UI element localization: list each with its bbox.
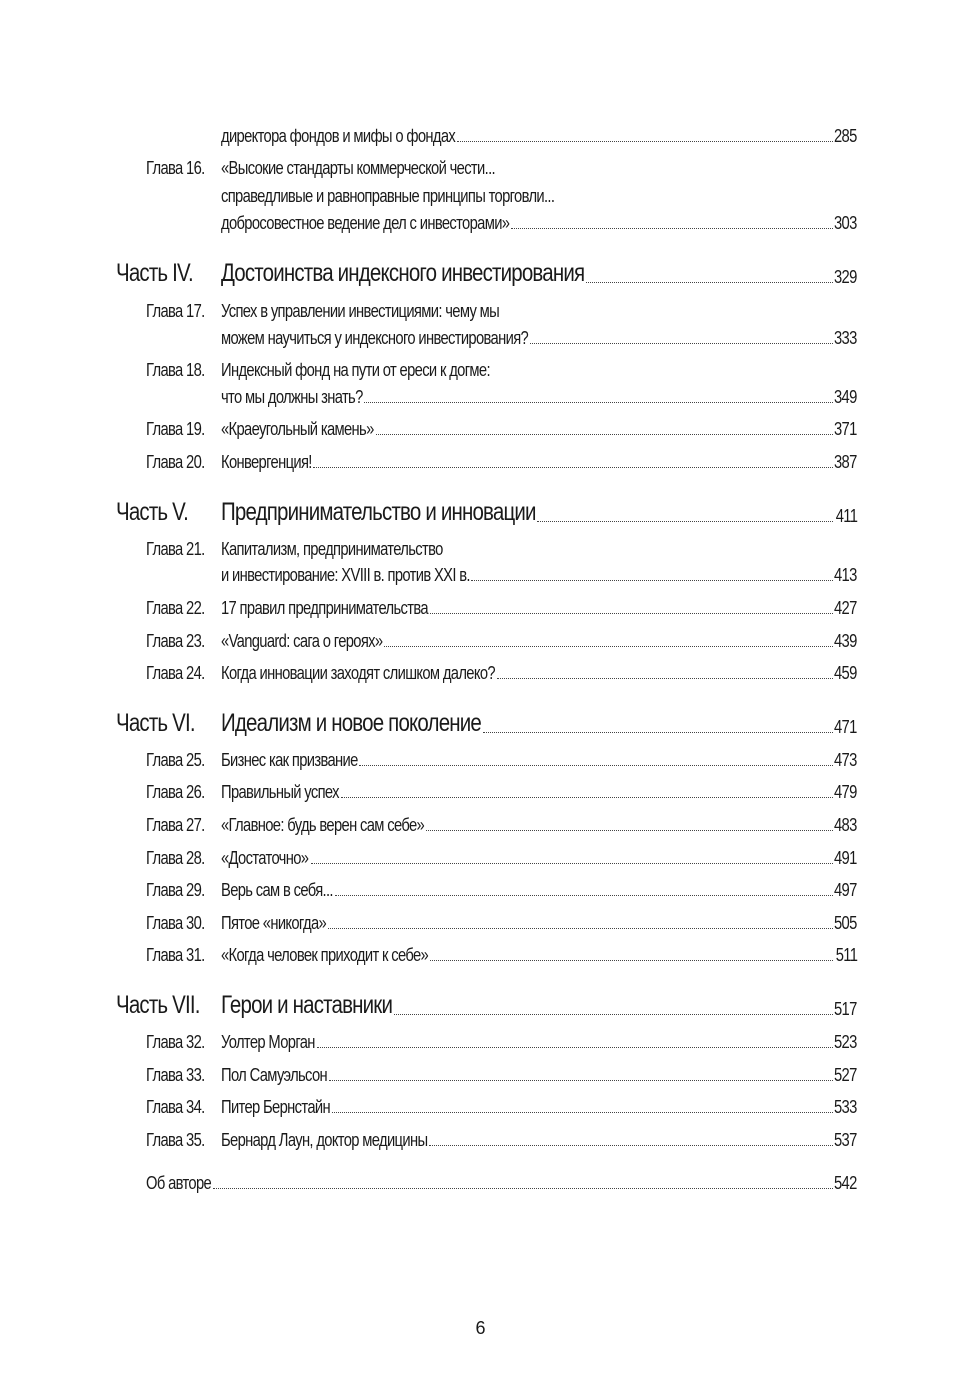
entry-title-line: «Краеугольный камень»	[221, 419, 374, 439]
dot-leader	[483, 731, 833, 733]
entry-title-line: Капитализм, предпринимательство	[221, 539, 443, 559]
page-ref: 483	[834, 815, 857, 835]
dot-leader	[313, 466, 832, 468]
page-ref: 349	[834, 387, 857, 407]
entry-title-line: что мы должны знать?	[221, 387, 363, 407]
page-ref: 371	[834, 419, 857, 439]
entry-title-line: Пятое «никогда»	[221, 913, 327, 933]
chapter-label: Глава 21.	[146, 539, 205, 559]
page-ref: 471	[834, 717, 857, 737]
entry-title-line: Индексный фонд на пути от ереси к догме:	[221, 360, 490, 380]
dot-leader	[364, 401, 832, 403]
page-ref: 542	[834, 1173, 857, 1193]
dot-leader	[426, 829, 833, 831]
chapter-label: Глава 24.	[146, 663, 205, 683]
entry-title-line: Бизнес как призвание	[221, 750, 358, 770]
page-ref: 439	[834, 631, 857, 651]
page-ref: 427	[834, 598, 857, 618]
entry-title-line: Уолтер Морган	[221, 1032, 315, 1052]
chapter-label: Глава 28.	[146, 848, 205, 868]
page-ref: 479	[834, 782, 857, 802]
entry-title-line: «Когда человек приходит к себе»	[221, 945, 429, 965]
dot-leader	[335, 894, 832, 896]
dot-leader	[430, 959, 833, 961]
part-label: Часть V.	[116, 498, 189, 526]
dot-leader	[430, 612, 832, 614]
chapter-label: Глава 27.	[146, 815, 205, 835]
chapter-label: Глава 20.	[146, 452, 205, 472]
page-ref: 329	[834, 267, 857, 287]
toc-entry-continuation	[0, 123, 961, 147]
part-title: Предпринимательство и инновации	[221, 498, 536, 526]
chapter-label: Глава 35.	[146, 1130, 205, 1150]
part-heading	[0, 708, 961, 738]
chapter-label: Глава 30.	[146, 913, 205, 933]
dot-leader	[429, 1144, 833, 1146]
entry-title: Об авторе	[146, 1173, 212, 1193]
page-ref: 511	[835, 945, 857, 965]
dot-leader	[530, 342, 833, 344]
entry-title-line: Верь сам в себя...	[221, 880, 333, 900]
dot-leader	[317, 1046, 833, 1048]
chapter-label: Глава 29.	[146, 880, 205, 900]
page-ref: 491	[834, 848, 857, 868]
entry-title-line: Бернард Лаун, доктор медицины	[221, 1130, 428, 1150]
part-heading	[0, 258, 961, 288]
page-ref: 505	[834, 913, 857, 933]
entry-title-line: можем научиться у индексного инвестирования?	[221, 328, 529, 348]
dot-leader	[359, 764, 832, 766]
page-ref: 473	[834, 750, 857, 770]
entry-title-line: Правильный успех	[221, 782, 339, 802]
entry-title-line: Пол Самуэльсон	[221, 1065, 328, 1085]
part-title: Герои и наставники	[221, 991, 393, 1019]
part-heading	[0, 990, 961, 1020]
chapter-label: Глава 34.	[146, 1097, 205, 1117]
chapter-label: Глава 16.	[146, 158, 205, 178]
chapter-label: Глава 19.	[146, 419, 205, 439]
page-ref: 387	[834, 452, 857, 472]
dot-leader	[537, 520, 833, 522]
page-ref: 497	[834, 880, 857, 900]
page-ref: 523	[834, 1032, 857, 1052]
page-number: 6	[475, 1318, 486, 1338]
page-ref: 413	[834, 565, 857, 585]
page-ref: 527	[834, 1065, 857, 1085]
chapter-label: Глава 17.	[146, 301, 205, 321]
entry-title-line: Питер Бернстайн	[221, 1097, 330, 1117]
chapter-label: Глава 25.	[146, 750, 205, 770]
part-heading	[0, 497, 961, 527]
chapter-label: Глава 32.	[146, 1032, 205, 1052]
entry-title-line: «Высокие стандарты коммерческой чести...	[221, 158, 495, 178]
dot-leader	[376, 433, 833, 435]
part-title: Идеализм и новое поколение	[221, 709, 482, 737]
entry-title-line: Когда инновации заходят слишком далеко?	[221, 663, 495, 683]
entry-title-line: «Достаточно»	[221, 848, 309, 868]
page-ref: 333	[834, 328, 857, 348]
part-label: Часть VII.	[116, 991, 200, 1019]
page-ref: 517	[834, 999, 857, 1019]
entry-title: директора фондов и мифы о фондах	[221, 126, 456, 146]
page-ref: 533	[834, 1097, 857, 1117]
entry-title-line: добросовестное ведение дел с инвесторами»	[221, 213, 510, 233]
entry-title-line: Конвергенция!	[221, 452, 312, 472]
dot-leader	[341, 796, 833, 798]
dot-leader	[329, 1079, 832, 1081]
entry-title-line: Успех в управлении инвестициями: чему мы	[221, 301, 500, 321]
page-ref: 411	[835, 506, 857, 526]
chapter-label: Глава 22.	[146, 598, 205, 618]
toc-entry-about-author	[0, 1170, 961, 1194]
dot-leader	[586, 281, 832, 283]
page-ref: 285	[834, 126, 857, 146]
part-title: Достоинства индексного инвестирования	[221, 259, 585, 287]
dot-leader	[497, 677, 833, 679]
part-label: Часть IV.	[116, 259, 193, 287]
part-label: Часть VI.	[116, 709, 195, 737]
page-ref: 303	[834, 213, 857, 233]
entry-title-line: справедливые и равноправные принципы торговли...	[221, 186, 555, 206]
entry-title-line: 17 правил предпринимательства	[221, 598, 428, 618]
entry-title-line: «Vanguard: сага о героях»	[221, 631, 383, 651]
dot-leader	[332, 1111, 833, 1113]
entry-title-line: «Главное: будь верен сам себе»	[221, 815, 425, 835]
dot-leader	[471, 579, 832, 581]
page-ref: 537	[834, 1130, 857, 1150]
dot-leader	[213, 1187, 832, 1189]
entry-title-line: и инвестирование: XVIII в. против XXI в.	[221, 565, 470, 585]
dot-leader	[384, 645, 832, 647]
chapter-label: Глава 33.	[146, 1065, 205, 1085]
dot-leader	[311, 862, 833, 864]
chapter-label: Глава 26.	[146, 782, 205, 802]
page-ref: 459	[834, 663, 857, 683]
chapter-label: Глава 31.	[146, 945, 205, 965]
dot-leader	[511, 227, 833, 229]
chapter-label: Глава 23.	[146, 631, 205, 651]
dot-leader	[394, 1013, 833, 1015]
dot-leader	[457, 140, 833, 142]
chapter-label: Глава 18.	[146, 360, 205, 380]
dot-leader	[328, 927, 833, 929]
